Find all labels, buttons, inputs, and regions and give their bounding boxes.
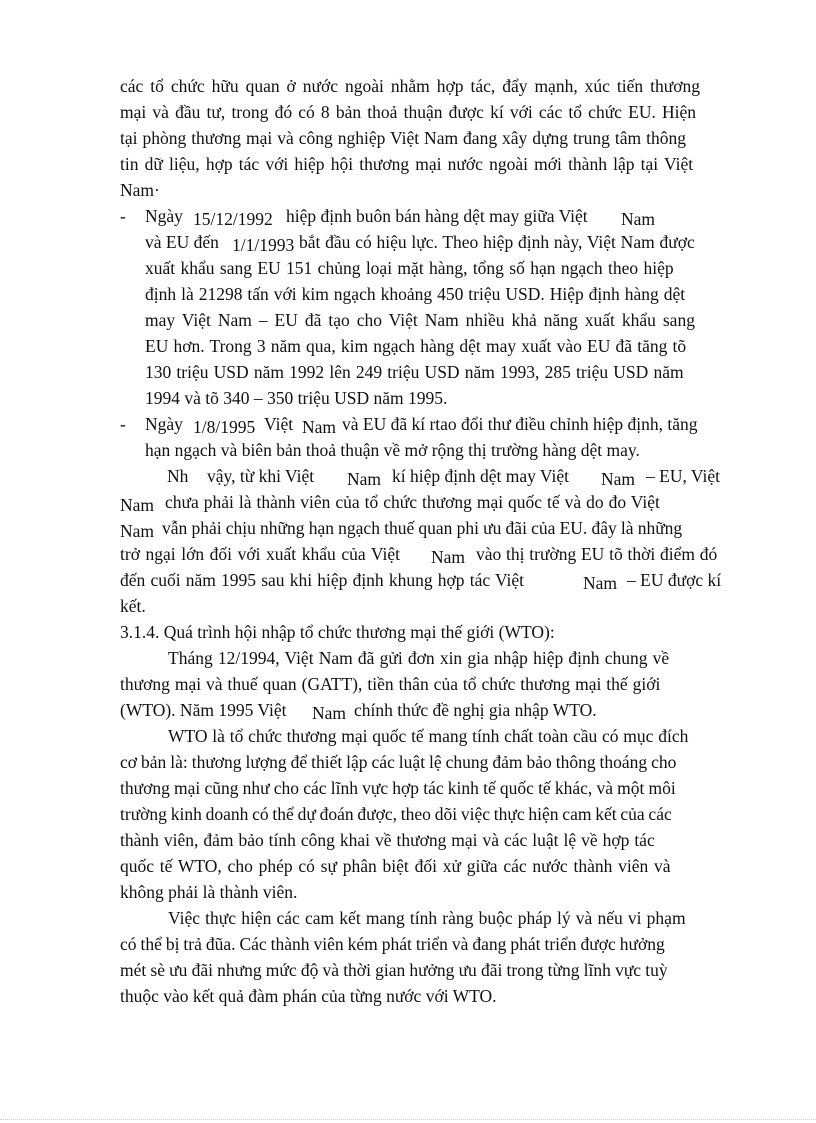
- text-line: kết.: [120, 596, 146, 616]
- text-line: Tháng 12/1994, Việt Nam đã gửi đơn xin gia nhập hiệp định chung về: [168, 648, 670, 668]
- text-fragment: kí hiệp định dệt may Việt: [392, 466, 569, 486]
- text-fragment: Nam: [347, 469, 382, 489]
- text-fragment: Nam: [120, 521, 155, 541]
- text-fragment: Ngày: [145, 206, 183, 226]
- text-line: trường kinh doanh có thể dự đoán được, theo dõi việc thực hiện cam kết của các: [120, 804, 672, 824]
- text-fragment: Nam: [583, 573, 618, 593]
- list-bullet: -: [120, 206, 126, 226]
- text-fragment: 1/8/1995: [193, 417, 256, 437]
- text-fragment: Nam: [431, 547, 466, 567]
- text-line: 130 triệu USD năm 1992 lên 249 triệu USD năm 1993, 285 triệu USD năm: [145, 362, 684, 382]
- text-fragment: – EU, Việt: [646, 466, 720, 486]
- text-line: thuộc vào kết quả đàm phán của từng nước với WTO.: [120, 986, 497, 1006]
- text-line: hạn ngạch và biên bản thoả thuận về mở rộng thị trường hàng dệt may.: [145, 440, 640, 460]
- text-line: cơ bản là: thương lượng để thiết lập các luật lệ chung đảm bảo thông thoáng cho: [120, 752, 677, 772]
- text-line: mét sè ưu đãi nhưng mức độ và thời gian hưởng ưu đãi trong từng lĩnh vực tuỳ: [120, 960, 668, 980]
- text-fragment: 15/12/1992: [193, 209, 273, 229]
- text-line: WTO là tổ chức thương mại quốc tế mang tính chất toàn cầu có mục đích: [168, 726, 689, 746]
- text-fragment: vào thị trường EU tõ thời điểm đó: [476, 544, 718, 564]
- text-fragment: chưa phải là thành viên của tổ chức thương mại quốc tế và do đo Việt: [165, 492, 660, 512]
- text-line: thương mại cũng như cho các lĩnh vực hợp tác kinh tế quốc tế khác, và một môi: [120, 778, 676, 798]
- text-line: có thể bị trả đũa. Các thành viên kém phát triển và đang phát triển được hưởng: [120, 934, 665, 954]
- text-line: tin dữ liệu, hợp tác với hiệp hội thương mại nước ngoài mới thành lập tại Việt: [120, 154, 694, 174]
- text-fragment: Nh: [167, 466, 189, 486]
- text-fragment: hiệp định buôn bán hàng dệt may giữa Việt: [286, 206, 588, 226]
- text-fragment: (WTO). Năm 1995 Việt: [120, 700, 287, 720]
- text-line: mại và đầu tư, trong đó có 8 bản thoả thuận được kí với các tổ chức EU. Hiện: [120, 102, 697, 122]
- text-fragment: 1/1/1993: [232, 235, 295, 255]
- text-fragment: – EU được kí: [627, 570, 722, 590]
- text-fragment: Ngày: [145, 414, 183, 434]
- text-line: định là 21298 tấn với kim ngạch khoảng 450 triệu USD. Hiệp định hàng dệt: [145, 284, 686, 304]
- text-line: Nam·: [120, 180, 160, 200]
- text-fragment: vậy, từ khi Việt: [207, 466, 315, 486]
- text-line: thành viên, đảm bảo tính công khai về thương mại và các luật lệ về hợp tác: [120, 830, 655, 850]
- text-fragment: Nam: [621, 209, 656, 229]
- text-fragment: Nam: [601, 469, 636, 489]
- text-line: may Việt Nam – EU đã tạo cho Việt Nam nhiều khả năng xuất khẩu sang: [145, 310, 695, 330]
- text-fragment: Việt: [264, 414, 294, 434]
- text-fragment: Nam: [120, 495, 155, 515]
- text-fragment: đến cuối năm 1995 sau khi hiệp định khung hợp tác Việt: [120, 570, 525, 590]
- text-line: các tổ chức hữu quan ở nước ngoài nhằm hợp tác, đẩy mạnh, xúc tiến thương: [120, 76, 700, 96]
- section-heading: 3.1.4. Quá trình hội nhập tổ chức thương mại thế giới (WTO):: [120, 622, 555, 642]
- text-fragment: vẫn phải chịu những hạn ngạch thuế quan phi ưu đãi của EU. đây là những: [162, 518, 683, 538]
- text-line: quốc tế WTO, cho phép có sự phân biệt đối xử giữa các nước thành viên và: [120, 856, 671, 876]
- text-fragment: và EU đến: [145, 232, 219, 252]
- text-fragment: và EU đã kí rtao đổi thư điều chỉnh hiệp định, tăng: [342, 414, 698, 434]
- text-fragment: Nam: [302, 417, 337, 437]
- list-bullet: -: [120, 414, 126, 434]
- text-line: thương mại và thuế quan (GATT), tiền thân của tổ chức thương mại thế giới: [120, 674, 661, 694]
- text-line: tại phòng thương mại và công nghiệp Việt Nam đang xây dựng trung tâm thông: [120, 128, 686, 148]
- text-line: 1994 và tõ 340 – 350 triệu USD năm 1995.: [145, 388, 448, 408]
- text-line: EU hơn. Trong 3 năm qua, kim ngạch hàng dệt may xuất vào EU đã tăng tõ: [145, 336, 687, 356]
- text-fragment: trở ngại lớn đối với xuất khẩu của Việt: [120, 544, 400, 564]
- text-line: Việc thực hiện các cam kết mang tính ràng buộc pháp lý và nếu vi phạm: [168, 908, 686, 928]
- text-line: xuất khẩu sang EU 151 chủng loại mặt hàng, tổng số hạn ngạch theo hiệp: [145, 258, 674, 278]
- page-bottom-divider: [0, 1119, 816, 1120]
- text-fragment: bắt đầu có hiệu lực. Theo hiệp định này, Việt Nam được: [299, 232, 695, 252]
- text-fragment: Nam: [312, 703, 347, 723]
- text-line: không phải là thành viên.: [120, 882, 298, 902]
- text-fragment: chính thức đề nghị gia nhập WTO.: [354, 700, 597, 720]
